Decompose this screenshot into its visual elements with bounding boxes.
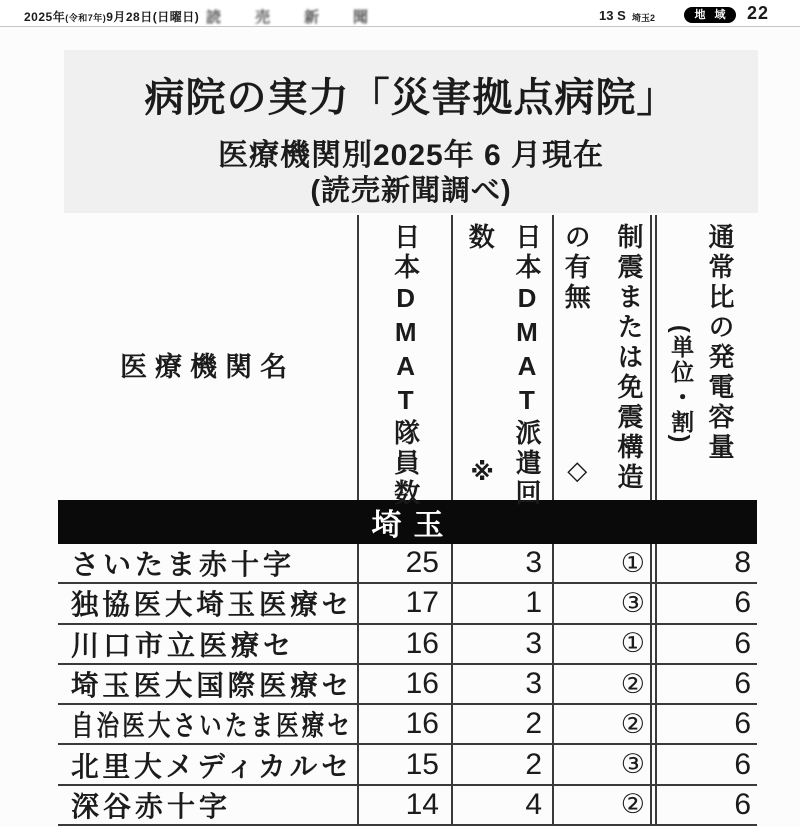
power-capacity-cell: 8 xyxy=(650,544,757,582)
seismic-grade-cell: ③ xyxy=(552,745,650,783)
institution-name-cell: 埼玉医大国際医療セ xyxy=(71,670,354,702)
section-badge: 地域 xyxy=(684,7,736,23)
column-header-institution xyxy=(58,215,357,500)
dmat-dispatch-cell: 3 xyxy=(451,665,552,703)
institution-name-cell: 自治医大さいたま医療セ xyxy=(71,710,354,742)
dmat-members-cell: 16 xyxy=(357,665,451,703)
institution-header-label: 医療機関名 xyxy=(120,352,295,382)
power-capacity-cell: 6 xyxy=(650,665,757,703)
dmat-members-cell: 14 xyxy=(357,786,451,824)
power-header-label: 通常比の発電容量 xyxy=(705,223,735,463)
seismic-grade-cell: ③ xyxy=(552,584,650,622)
column-header-seismic xyxy=(552,215,650,500)
dmat-members-cell: 16 xyxy=(357,705,451,743)
dmat-members-header-label: 日本DMAT隊員数 xyxy=(390,223,421,509)
masthead-logo: 読売新聞 xyxy=(206,9,403,26)
institution-name-cell: 北里大メディカルセ xyxy=(71,750,353,782)
dmat-dispatch-cell: 3 xyxy=(451,625,552,663)
article-title-block xyxy=(64,50,758,213)
power-capacity-cell: 6 xyxy=(650,584,757,622)
dmat-members-cell: 25 xyxy=(357,544,451,582)
table-body xyxy=(58,544,757,826)
dmat-dispatch-cell: 2 xyxy=(451,745,552,783)
table-row xyxy=(58,584,757,624)
dmat-members-cell: 16 xyxy=(357,625,451,663)
source-note: (読売新聞調べ) xyxy=(310,175,512,207)
seismic-grade-cell: ② xyxy=(552,665,650,703)
page-header xyxy=(0,0,800,27)
edition-code: 13 S xyxy=(599,8,626,23)
column-header-dmat-dispatch xyxy=(451,215,552,509)
issue-date: 2025年(令和7年)9月28日(日曜日) xyxy=(24,10,200,24)
table-row xyxy=(58,625,757,665)
dmat-dispatch-header-wrap: 数 xyxy=(465,223,496,253)
table-row xyxy=(58,786,757,826)
article-subtitle: 医療機関別2025年 6 月現在 xyxy=(217,139,605,172)
dmat-dispatch-header-label: 日本DMAT派遣回 xyxy=(512,223,542,509)
power-capacity-cell: 6 xyxy=(650,745,757,783)
table-row xyxy=(58,745,757,785)
institution-name-cell: 川口市立医療セ xyxy=(71,629,296,661)
dmat-dispatch-cell: 4 xyxy=(451,786,552,824)
power-capacity-cell: 6 xyxy=(650,786,757,824)
article-title: 病院の実力「災害拠点病院」 xyxy=(144,76,678,120)
seismic-grade-cell: ② xyxy=(552,705,650,743)
region-band-saitama: 埼玉 xyxy=(58,500,757,544)
power-capacity-cell: 6 xyxy=(650,625,757,663)
diamond-footnote-mark: ◇ xyxy=(563,456,594,490)
dmat-dispatch-cell: 1 xyxy=(451,584,552,622)
dmat-dispatch-cell: 2 xyxy=(451,705,552,743)
power-unit-label: (単位・割) xyxy=(668,325,695,445)
era-label: (令和7年) xyxy=(65,13,107,23)
dmat-dispatch-cell: 3 xyxy=(451,544,552,582)
column-header-dmat-members xyxy=(357,215,451,509)
asterisk-footnote-mark: ※ xyxy=(468,458,496,490)
table-row xyxy=(58,705,757,745)
seismic-header-label: 制震または免震構造 xyxy=(614,223,644,493)
page-number: 22 xyxy=(747,3,770,23)
dmat-members-cell: 15 xyxy=(357,745,451,783)
table-row xyxy=(58,544,757,584)
seismic-header-wrap: の有無 xyxy=(561,223,592,313)
table-header xyxy=(58,215,757,509)
power-capacity-cell: 6 xyxy=(650,705,757,743)
seismic-grade-cell: ② xyxy=(552,786,650,824)
dmat-members-cell: 17 xyxy=(357,584,451,622)
seismic-grade-cell: ① xyxy=(552,544,650,582)
table-row xyxy=(58,665,757,705)
institution-name-cell: さいたま赤十字 xyxy=(71,549,296,581)
seismic-grade-cell: ① xyxy=(552,625,650,663)
hospital-table xyxy=(58,215,757,826)
column-header-power xyxy=(650,215,757,500)
institution-name-cell: 独協医大埼玉医療セ xyxy=(71,589,354,621)
institution-name-cell: 深谷赤十字 xyxy=(71,790,232,822)
edition-area: 埼玉2 xyxy=(632,13,656,23)
